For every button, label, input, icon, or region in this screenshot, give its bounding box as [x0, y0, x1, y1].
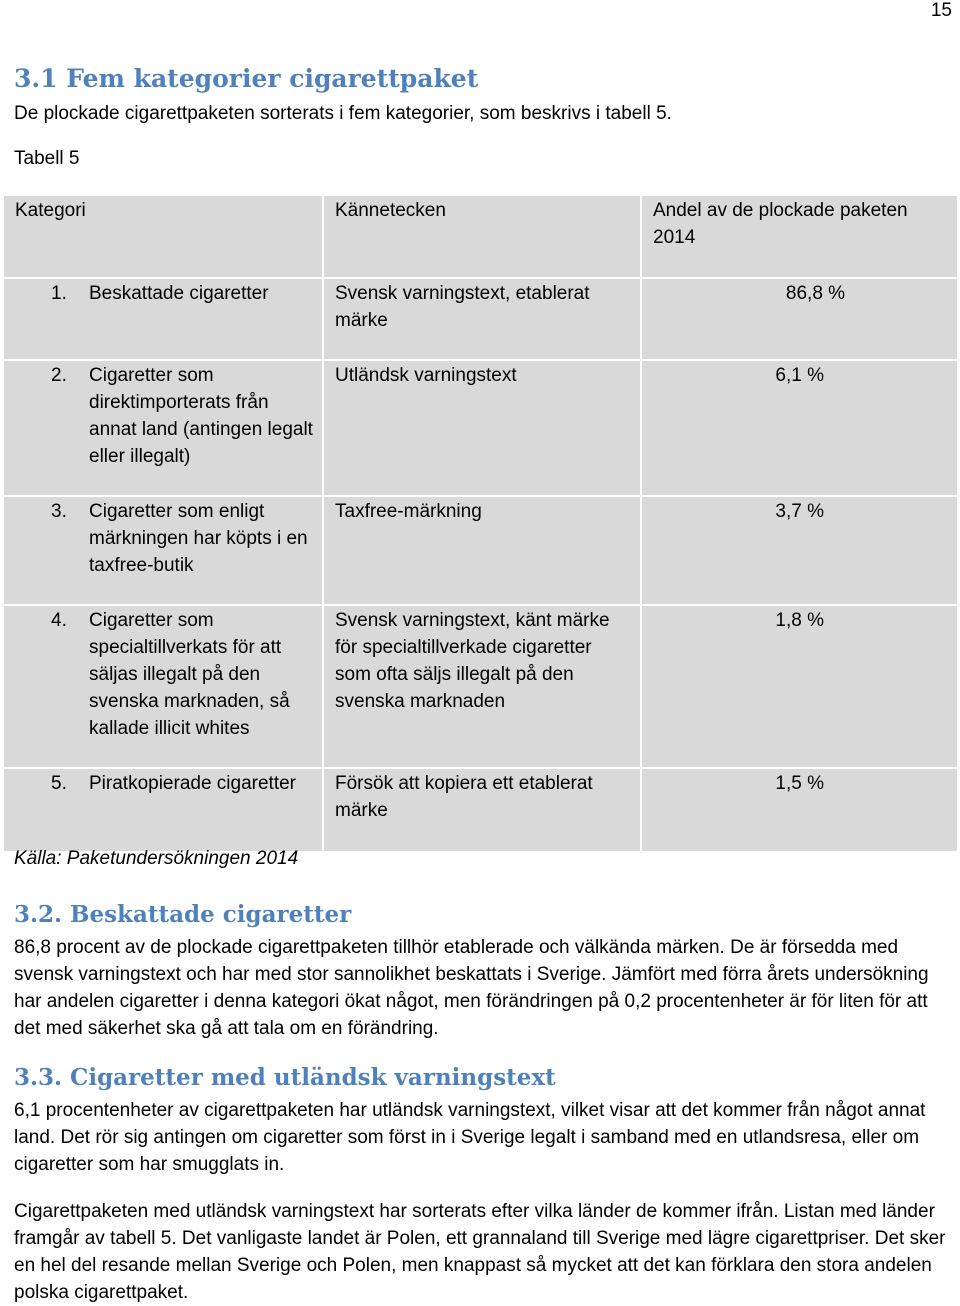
row-category: Cigaretter som direktimporterats från annat land (antingen legalt eller illegalt) [89, 365, 313, 467]
category-table [2, 194, 959, 853]
header-feature: Kännetecken [323, 195, 641, 278]
intro-text: De plockade cigarettpaketen sorterats i fem kategorier, som beskrivs i tabell 5. [14, 103, 672, 124]
row-number: 3. [51, 501, 67, 522]
section-3-body-1: 6,1 procentenheter av cigarettpaketen har utländsk varningstext, vilket visar att det kommer från något annat land. Det rör sig antingen om cigaretter som först in i Sverige legalt i samband med en utlandsresa, eller om cigaretter som har smugglats in. [14, 1100, 926, 1175]
table-row [3, 768, 958, 852]
row-category: Piratkopierade cigaretter [89, 773, 296, 794]
section-2-body: 86,8 procent av de plockade cigarettpaketen tillhör etablerade och välkända märken. De är försedda med svensk varningstext och har med stor sannolikhet beskattats i Sverige. Jämfört med förra årets undersökning har andelen cigaretter i denna kategori ökat något, men förändringen på 0,2 procentenheter är för liten för att det med säkerhet ska gå att tala om en förändring. [14, 937, 929, 1039]
row-share: 3,7 % [775, 501, 824, 522]
table-caption: Tabell 5 [14, 148, 80, 169]
row-share: 1,5 % [775, 773, 824, 794]
row-share: 6,1 % [775, 365, 824, 386]
header-share: Andel av de plockade paketen 2014 [641, 195, 958, 278]
table-header-row [3, 195, 958, 278]
row-feature: Svensk varningstext, etablerat märke [335, 283, 590, 331]
table-row [3, 360, 958, 496]
row-share: 86,8 % [785, 283, 846, 304]
row-number: 2. [51, 365, 67, 386]
table-source: Källa: Paketundersökningen 2014 [14, 848, 299, 869]
row-feature: Svensk varningstext, känt märke för specialtillverkade cigaretter som ofta säljs illegalt på den svenska marknaden [335, 610, 610, 712]
table-row [3, 278, 958, 360]
row-feature: Utländsk varningstext [335, 365, 517, 386]
row-category: Cigaretter som specialtillverkats för att säljas illegalt på den svenska marknaden, så kallade illicit whites [89, 610, 290, 739]
page-number: 15 [930, 0, 952, 21]
row-number: 4. [51, 610, 67, 631]
section-2-title: 3.2. Beskattade cigaretter [14, 901, 352, 928]
section-3-title: 3.3. Cigaretter med utländsk varningstext [14, 1064, 556, 1091]
row-category: Beskattade cigaretter [89, 283, 269, 304]
row-feature: Taxfree-märkning [335, 501, 482, 522]
table-row [3, 605, 958, 768]
row-number: 5. [51, 773, 67, 794]
header-category: Kategori [3, 195, 323, 278]
row-number: 1. [51, 283, 67, 304]
row-category: Cigaretter som enligt märkningen har köpts i en taxfree-butik [89, 501, 308, 576]
row-share: 1,8 % [775, 610, 824, 631]
section-title: 3.1 Fem kategorier cigarettpaket [14, 64, 479, 93]
row-feature: Försök att kopiera ett etablerat märke [335, 773, 593, 821]
table-row [3, 496, 958, 605]
section-3-body-2: Cigarettpaketen med utländsk varningstext har sorterats efter vilka länder de kommer ifrån. Listan med länder framgår av tabell 5. Det vanligaste landet är Polen, ett grannaland till Sverige med lägre cigarettpriser. Det sker en hel del resande mellan Sverige och Polen, men knappast så mycket att det kan förklara den stora andelen polska cigarettpaket. [14, 1201, 946, 1303]
